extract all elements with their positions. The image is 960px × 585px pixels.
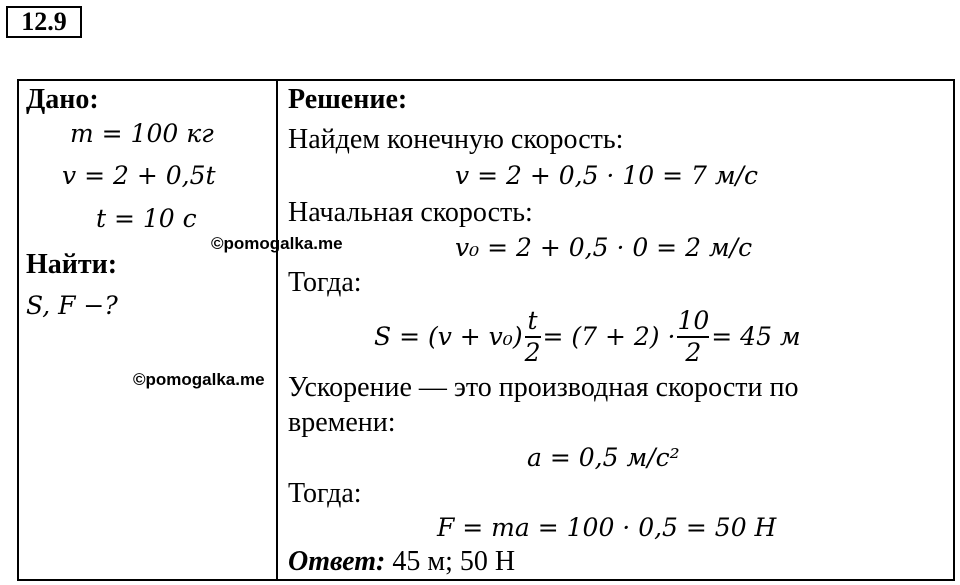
distance-eq-right: = 45 м [711,322,801,351]
given-velocity: v = 2 + 0,5t [62,161,216,190]
column-divider [276,79,278,581]
fraction-10-over-2 [677,306,709,368]
final-speed-label: Найдем конечную скорость: [288,124,624,155]
solution-title: Решение: [288,84,408,115]
then-label-2: Тогда: [288,478,362,509]
force-equation: F = ma = 100 · 0,5 = 50 Н [437,513,777,542]
initial-speed-label: Начальная скорость: [288,197,533,228]
watermark: ©pomogalka.me [211,234,343,253]
acceleration-label-line1: Ускорение — это производная скорости по [288,372,799,403]
problem-number: 12.9 [6,6,82,38]
find-value: S, F −? [26,291,118,320]
fraction-numerator: 10 [677,306,710,335]
answer-value: 45 м; 50 Н [385,546,516,577]
answer-line [288,546,515,578]
answer-label: Ответ: [288,546,386,577]
find-title: Найти: [26,249,118,280]
acceleration-label-line2: времени: [288,407,396,438]
given-mass: m = 100 кг [70,119,214,148]
fraction-denominator: 2 [677,336,709,368]
final-speed-equation: v = 2 + 0,5 · 10 = 7 м/с [455,161,758,190]
given-time: t = 10 с [96,204,197,233]
then-label-1: Тогда: [288,267,362,298]
given-title: Дано: [26,84,99,115]
fraction-numerator: t [527,306,538,335]
fraction-t-over-2 [525,306,541,368]
initial-speed-equation: v₀ = 2 + 0,5 · 0 = 2 м/с [455,233,753,262]
acceleration-equation: a = 0,5 м/с² [527,443,680,472]
watermark: ©pomogalka.me [133,370,265,389]
distance-eq-middle: = (7 + 2) · [542,322,676,351]
distance-eq-left: S = (v + v₀) [374,322,523,351]
fraction-denominator: 2 [524,338,541,367]
distance-equation [374,300,801,374]
